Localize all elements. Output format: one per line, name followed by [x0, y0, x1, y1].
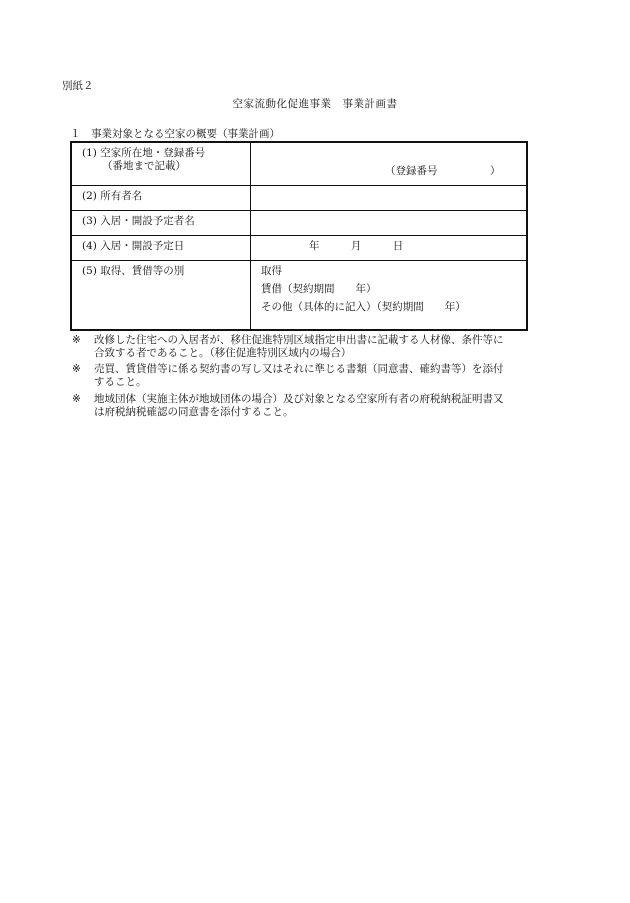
notes: [72, 334, 562, 422]
attachment-label: 別紙２: [62, 80, 94, 92]
row-label: (2) 所有者名: [71, 186, 251, 211]
row-label: (1) 空家所在地・登録番号: [82, 147, 206, 159]
row-sublabel: （番地まで記載）: [102, 160, 186, 173]
note-line: 改修した住宅への入居者が、移住促進特別区域指定申出書に記載する人材像、条件等に: [94, 334, 504, 346]
note-line: 合致する者であること。（移住促進特別区域内の場合）: [94, 347, 352, 360]
note-mark: ※: [72, 334, 81, 346]
section-heading: １ 事業対象となる空家の概要（事業計画）: [70, 128, 280, 140]
row-label-cell: [71, 142, 251, 186]
table-row: [71, 211, 527, 236]
planned-date-field[interactable]: [251, 236, 528, 261]
owner-name-field[interactable]: [251, 186, 528, 211]
registration-number-label: （登録番号 ）: [385, 165, 501, 177]
row-label: (4) 入居・開設予定日: [71, 236, 251, 261]
note-item: [72, 363, 562, 389]
plan-table: [70, 141, 528, 331]
acquisition-type-field[interactable]: [251, 261, 528, 331]
option-acquire: 取得: [261, 265, 282, 277]
table-row: [71, 236, 527, 261]
note-mark: ※: [72, 363, 81, 376]
day-label: 日: [392, 240, 404, 252]
resident-name-field[interactable]: [251, 211, 528, 236]
note-mark: ※: [72, 392, 81, 405]
note-item: [72, 393, 562, 419]
note-line: 売買、賃貸借等に係る契約書の写し又はそれに準じる書類（同意書、確約書等）を添付: [94, 363, 504, 376]
table-row: [71, 186, 527, 211]
note-line: すること。: [94, 376, 147, 389]
option-other: その他（具体的に記入）（契約期間 年）: [261, 301, 466, 314]
note-line: は府税納税確認の同意書を添付すること。: [94, 405, 294, 418]
row-label: (5) 取得、賃借等の別: [71, 261, 251, 331]
table-row: [71, 261, 527, 331]
month-label: 月: [350, 240, 362, 252]
year-label: 年: [309, 240, 320, 252]
address-field[interactable]: [251, 142, 528, 186]
option-lease: 賃借（契約期間 年）: [261, 283, 377, 296]
note-item: [72, 334, 562, 360]
document-title: 空家流動化促進事業 事業計画書: [232, 98, 398, 110]
row-label: (3) 入居・開設予定者名: [71, 211, 251, 236]
table-row: [71, 142, 527, 186]
note-line: 地域団体（実施主体が地域団体の場合）及び対象となる空家所有者の府税納税証明書又: [94, 392, 504, 405]
